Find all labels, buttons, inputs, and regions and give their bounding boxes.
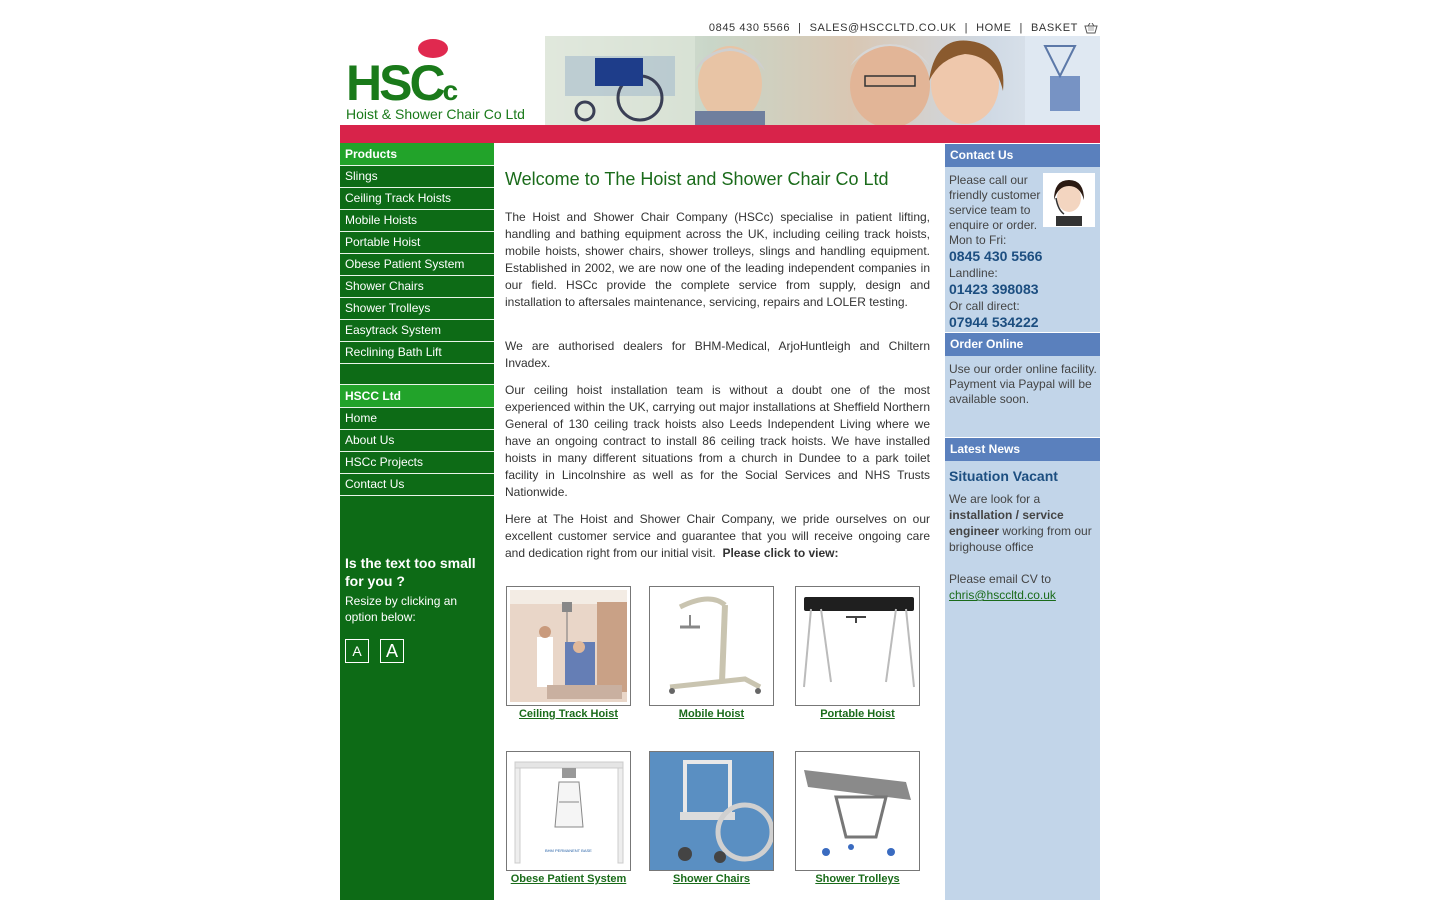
intro-paragraph: The Hoist and Shower Chair Company (HSCc) specialise in patient lifting, handling and bathing equipment across the UK, including ceiling track hoists, mobile hoists, shower chairs, shower trolleys, slings and handling equipment. Established in 2002, we are now one of the leading independent companies in our field. HSCc provide the complete service from supply, design and installation to aftersales maintenance, servicing, repairs and LOLER testing.	[505, 210, 930, 309]
nav-item-home[interactable]: Home	[340, 408, 494, 430]
customer-service-agent-image	[1043, 173, 1095, 227]
order-online-heading: Order Online	[945, 332, 1100, 356]
product-image[interactable]	[795, 751, 920, 871]
nav-item-ceiling-track-hoists[interactable]: Ceiling Track Hoists	[340, 188, 494, 210]
nav-item-reclining-bath-lift[interactable]: Reclining Bath Lift	[340, 342, 494, 364]
logo[interactable]	[340, 36, 550, 125]
resize-text: Resize by clicking an option below:	[345, 594, 458, 624]
font-size-small-button[interactable]: A	[345, 639, 369, 663]
nav-item-slings[interactable]: Slings	[340, 166, 494, 188]
resize-title: Is the text too small for you ?	[345, 555, 476, 589]
red-divider-bar	[340, 125, 1100, 143]
right-sidebar	[945, 143, 1100, 900]
top-basket-link[interactable]: BASKET	[1030, 22, 1078, 34]
separator: |	[1019, 22, 1023, 34]
left-navigation	[340, 143, 494, 900]
nav-item-easytrack-system[interactable]: Easytrack System	[340, 320, 494, 342]
contact-landline-label: Landline:	[949, 266, 998, 280]
separator: |	[964, 22, 969, 34]
product-caption[interactable]: Portable Hoist	[820, 708, 895, 720]
news-email-link[interactable]: chris@hsccltd.co.uk	[949, 588, 1056, 602]
product-image[interactable]	[649, 751, 774, 871]
product-image[interactable]	[506, 751, 631, 871]
product-image[interactable]	[795, 586, 920, 706]
contact-us-heading: Contact Us	[945, 143, 1100, 167]
font-size-large-button[interactable]: A	[380, 639, 404, 663]
nav-item-shower-trolleys[interactable]: Shower Trolleys	[340, 298, 494, 320]
nav-spacer	[340, 364, 494, 385]
nav-heading-products: Products	[340, 143, 494, 166]
product-image[interactable]	[506, 586, 631, 706]
product-caption[interactable]: Shower Trolleys	[815, 873, 900, 885]
header-photo	[545, 36, 1100, 125]
product-caption[interactable]: Obese Patient System	[510, 873, 627, 885]
product-caption[interactable]: Shower Chairs	[672, 873, 751, 885]
product-caption[interactable]: Ceiling Track Hoist	[518, 708, 619, 720]
nav-item-contact-us[interactable]: Contact Us	[340, 474, 494, 496]
news-text: We are look for a installation / service engineer working from our brighouse office Please email CV to chris@hsccltd.co.uk	[949, 492, 1092, 602]
nav-heading-hscc-ltd: HSCC Ltd	[340, 385, 494, 408]
top-phone: 0845 430 5566	[708, 22, 791, 34]
product-caption[interactable]: Mobile Hoist	[678, 708, 745, 720]
product-image[interactable]	[649, 586, 774, 706]
contact-phone-direct: 07944 534222	[949, 314, 1039, 330]
contact-direct-label: Or call direct:	[949, 299, 1020, 313]
nav-item-hscc-projects[interactable]: HSCc Projects	[340, 452, 494, 474]
top-home-link[interactable]: HOME	[976, 22, 1012, 34]
separator: |	[798, 22, 802, 34]
nav-item-obese-patient-system[interactable]: Obese Patient System	[340, 254, 494, 276]
news-title: Situation Vacant	[949, 468, 1058, 484]
nav-item-shower-chairs[interactable]: Shower Chairs	[340, 276, 494, 298]
page	[340, 0, 1100, 900]
top-links	[709, 21, 1098, 35]
contact-phone-main: 0845 430 5566	[949, 248, 1043, 264]
basket-icon[interactable]	[1084, 23, 1098, 34]
installation-paragraph: Our ceiling hoist installation team is without a doubt one of the most experienced within the UK, carrying out major installations at Sheffield Northern General of 130 ceiling track hoists also Leeds Independent Living where we have an ongoing contract to install 86 ceiling track hoists. We have installed hoists in many different situations from a church in Dundee to a park toilet facility in Lincolnshire as well as for the Social Services and NHS Trusts Nationwide.	[505, 383, 930, 499]
latest-news-heading: Latest News	[945, 437, 1100, 461]
page-title: Welcome to The Hoist and Shower Chair Co Ltd	[505, 169, 889, 189]
nav-item-about-us[interactable]: About Us	[340, 430, 494, 452]
top-email-link[interactable]: SALES@HSCCLTD.CO.UK	[809, 22, 957, 34]
contact-phone-landline: 01423 398083	[949, 281, 1039, 297]
order-online-text: Use our order online facility. Payment via Paypal will be available soon.	[949, 362, 1097, 406]
logo-letters: HSCc	[346, 55, 459, 111]
service-paragraph: Here at The Hoist and Shower Chair Company, we pride ourselves on our excellent customer service and guarantee that you will receive ongoing care and dedication right from our initial visit. Please click to view:	[505, 512, 930, 560]
contact-hours: Mon to Fri:	[949, 233, 1007, 247]
header-banner	[340, 36, 1100, 125]
nav-item-mobile-hoists[interactable]: Mobile Hoists	[340, 210, 494, 232]
svg-text:BHM PERMANENT BASE: BHM PERMANENT BASE	[545, 848, 592, 853]
logo-name: Hoist & Shower Chair Co Ltd	[346, 106, 525, 122]
dealers-paragraph: We are authorised dealers for BHM-Medical, ArjoHuntleigh and Chiltern Invadex.	[505, 339, 930, 370]
nav-item-portable-hoist[interactable]: Portable Hoist	[340, 232, 494, 254]
contact-text: Please call our friendly customer service team to enquire or order.	[949, 173, 1041, 232]
